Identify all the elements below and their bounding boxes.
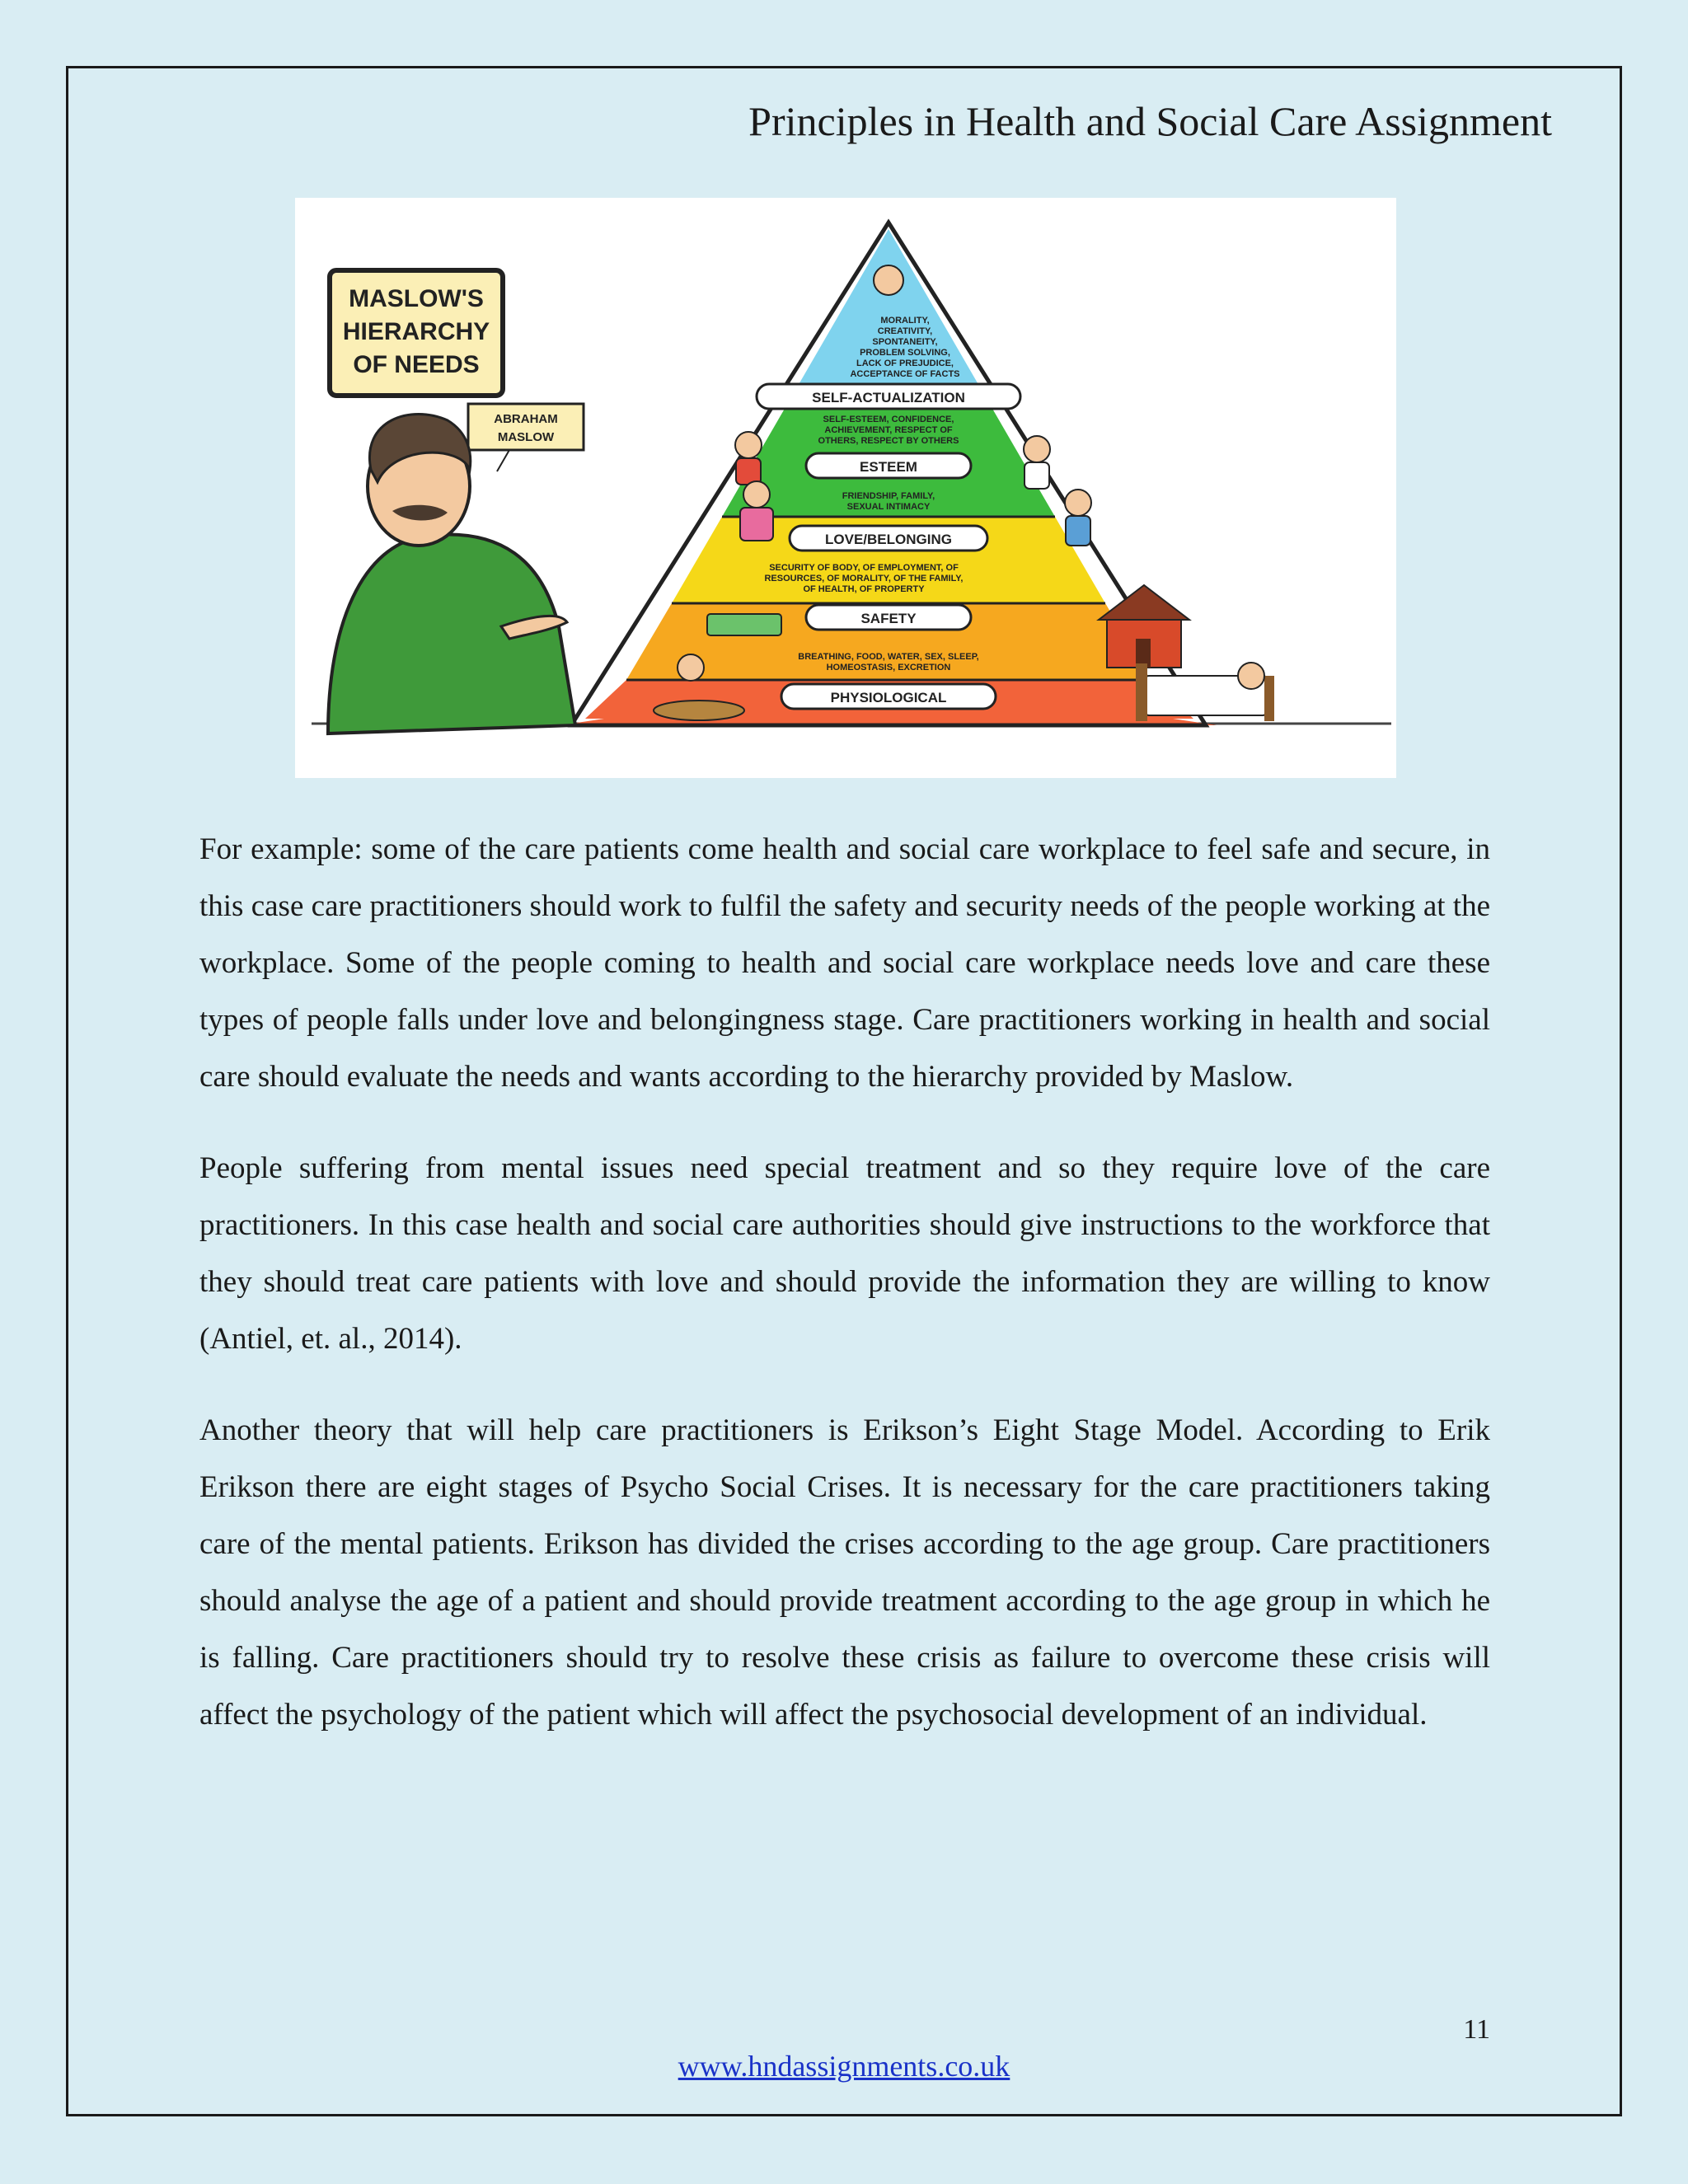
self-actualization-desc-1: MORALITY, [880,316,930,326]
love-desc-2: SEXUAL INTIMACY [846,502,931,512]
sign-line-2: HIERARCHY [342,318,490,345]
physiological-desc-1: BREATHING, FOOD, WATER, SEX, SLEEP, [798,652,979,662]
maslow-sign [330,270,503,396]
maslow-cartoon-man [328,415,575,734]
name-tag-line-2: MASLOW [497,430,555,444]
name-tag-line-1: ABRAHAM [494,412,558,426]
love-belonging-label: LOVE/BELONGING [825,532,952,547]
page-header-title: Principles in Health and Social Care Assignment [748,98,1552,144]
paragraph-3: Another theory that will help care practitioners is Erikson’s Eight Stage Model. According to Erik Erikson there are eight stages of Psycho Social Crises. It is necessary for the care practitioners taking care of the mental patients. Erikson has divided the crises according to the age group. Care practitioners should analyse the age of a patient and should provide treatment according to the age group in which he is falling. Care practitioners should try to resolve these crisis as failure to overcome these crisis will affect the psychology of the patient which will affect the psychosocial development of an individual. [199,1413,1490,1732]
safety-desc-3: OF HEALTH, OF PROPERTY [803,584,925,594]
self-actualization-desc-3: SPONTANEITY, [872,337,938,347]
self-actualization-desc-6: ACCEPTANCE OF FACTS [850,369,960,379]
esteem-label: ESTEEM [860,459,917,475]
self-actualization-desc-2: CREATIVITY, [877,326,933,336]
self-actualization-label: SELF-ACTUALIZATION [812,390,965,405]
paragraph-1: For example: some of the care patients come health and social care workplace to feel safe and secure, in this case care practitioners should work to fulfil the safety and security needs of the people working at the workplace. Some of the people coming to health and social care workplace needs love and care these types of people falls under love and belongingness stage. Care practitioners working in health and social care should evaluate the needs and wants according to the hierarchy provided by Maslow. [199,832,1490,1094]
sign-line-3: OF NEEDS [353,351,480,378]
physiological-sleeping-icon [1136,663,1274,721]
esteem-desc-2: ACHIEVEMENT, RESPECT OF [824,425,953,435]
sign-line-1: MASLOW'S [349,285,484,312]
self-actualization-desc-5: LACK OF PREJUDICE, [856,359,954,368]
top-face-icon [874,265,903,295]
physiological-label: PHYSIOLOGICAL [830,690,947,705]
physiological-desc-2: HOMEOSTASIS, EXCRETION [826,663,951,673]
safety-money-icon [707,614,781,635]
safety-house-icon [1099,585,1189,668]
safety-desc-2: RESOURCES, OF MORALITY, OF THE FAMILY, [764,574,964,583]
esteem-desc-3: OTHERS, RESPECT BY OTHERS [818,436,959,446]
self-actualization-desc-4: PROBLEM SOLVING, [860,348,950,358]
footer-website-link[interactable]: www.hndassignments.co.uk [678,2050,1010,2083]
page-number: 11 [1463,2014,1490,2045]
body-text [199,821,1490,1778]
abraham-maslow-tag [468,404,584,471]
footer [0,2049,1688,2083]
love-desc-1: FRIENDSHIP, FAMILY, [842,491,935,501]
safety-label: SAFETY [860,611,917,626]
esteem-desc-1: SELF-ESTEEM, CONFIDENCE, [823,415,954,424]
paragraph-2: People suffering from mental issues need special treatment and so they require love of the care practitioners. In this case health and social care authorities should give instructions to the workforce that they should treat care patients with love and should provide the information they are willing to know (Antiel, et. al., 2014). [199,1151,1490,1356]
safety-desc-1: SECURITY OF BODY, OF EMPLOYMENT, OF [769,563,959,573]
maslow-hierarchy-image [295,198,1396,778]
